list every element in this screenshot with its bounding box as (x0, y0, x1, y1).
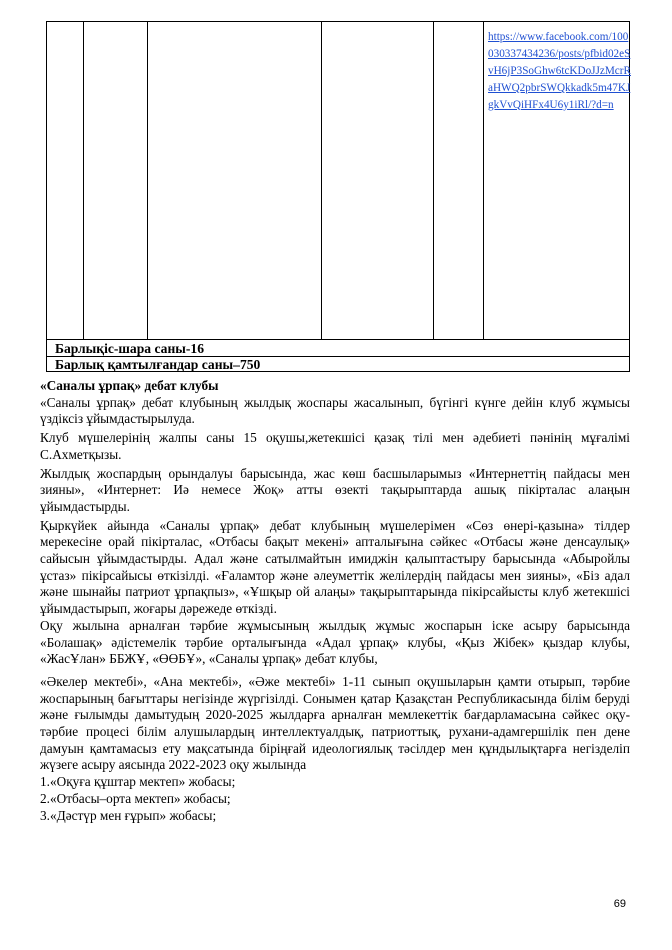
total-covered-row: Барлық қамтылғандар саны–750 (55, 357, 261, 372)
paragraph: «Әкелер мектебі», «Ана мектебі», «Әже мектебі» 1-11 сынып оқушыларын қамти отырып, тәрбие жоспарының бағыттары негізінде жүргізілді. Сонымен қатар Қазақстан Республикасында білім беруді және ғылымды дамытудың 2020-2025 жылдарға арналған мемлекеттік бағдарламасына сәйкес оқу-тәрбие процесі білім алушылардың интеллектуалдық, патриоттық, рухани-адамгершілік пен дене дамуын қамтамасыз ету мақсатында біріңғай идеологиялық тәсілдер мен құндылықтарға негізделіп жүзеге асыру аясында 2022-2023 оқу жылында (40, 673, 630, 773)
list-item: 1.«Оқуға құштар мектеп» жобасы; (40, 774, 236, 790)
facebook-post-link[interactable]: https://www.facebook.com/100030337434236/posts/pfbid02eSvH6jP3SoGhw6tcKDoJJzMcrRaHWQ2pbrSWQkkadk5m47KJgkVvQiHFx4U6y1iRl/?d=n (488, 31, 631, 111)
table-column-divider (83, 22, 84, 339)
table-column-divider (433, 22, 434, 339)
table-row-divider (47, 339, 629, 340)
paragraph: Оқу жылына арналған тәрбие жұмысының жылдық жұмыс жоспарын іске асыру барысында «Болашақ» әдістемелік тәрбие орталығында «Адал ұрпақ» клубы, «Қыз Жібек» қыздар клубы, «ЖасҰлан» ББЖҰ, «ӨӨБҰ», «Саналы ұрпақ» дебат клубы, (40, 617, 630, 667)
page-number: 69 (613, 898, 626, 910)
list-item: 2.«Отбасы–орта мектеп» жобасы; (40, 790, 231, 806)
table-column-divider (321, 22, 322, 339)
paragraph: Қыркүйек айында «Саналы ұрпақ» дебат клубының мүшелерімен «Сөз өнері-қазына» тілдер мерекесіне орай пікірталас, «Отбасы бақыт мекені» апталығына сәйкес «Отбасы және денсаулық» сайысын ұйымдастырды. Адал және сатылмайтын имиджін қалыптастыру барысында «Абыройлы ұстаз» пікірсайысы өткізілді. «Ғаламтор және әлеуметтік желілердің пайдасы мен зияны», «Біз адал және шынайы патриот ұрпақпыз», «Ұшқыр ой алаңы» тақырыптарында пікірсайысты клуб жетекшісі ұйымдастырып, жоғары дәрежеде өткізді. (40, 517, 630, 617)
paragraph: «Саналы ұрпақ» дебат клубының жылдық жоспары жасалынып, бүгінгі күнге дейін клуб жұмысы үздіксіз ұйымдастырылуда. (40, 394, 630, 427)
paragraph: Жылдық жоспардың орындалуы барысында, жас көш басшыларымыз «Интернеттің пайдасы мен зияны», «Интернет: Иә немесе Жоқ» атты өзекті тақырыптарда ашық пікірталас алаңын ұйымдастырды. (40, 465, 630, 514)
table-column-divider (483, 22, 484, 339)
total-events-row: Барлықіс-шара саны-16 (55, 341, 205, 356)
paragraph: Клуб мүшелерінің жалпы саны 15 оқушы,жетекшісі қазақ тілі мен әдебиеті пәнінің мұғалімі С.Ахметқызы. (40, 430, 630, 462)
document-body (40, 378, 630, 824)
events-table (46, 21, 630, 372)
table-column-divider (147, 22, 148, 339)
list-item: 3.«Дәстүр мен ғұрып» жобасы; (40, 807, 217, 823)
section-heading: «Саналы ұрпақ» дебат клубы (40, 378, 219, 393)
